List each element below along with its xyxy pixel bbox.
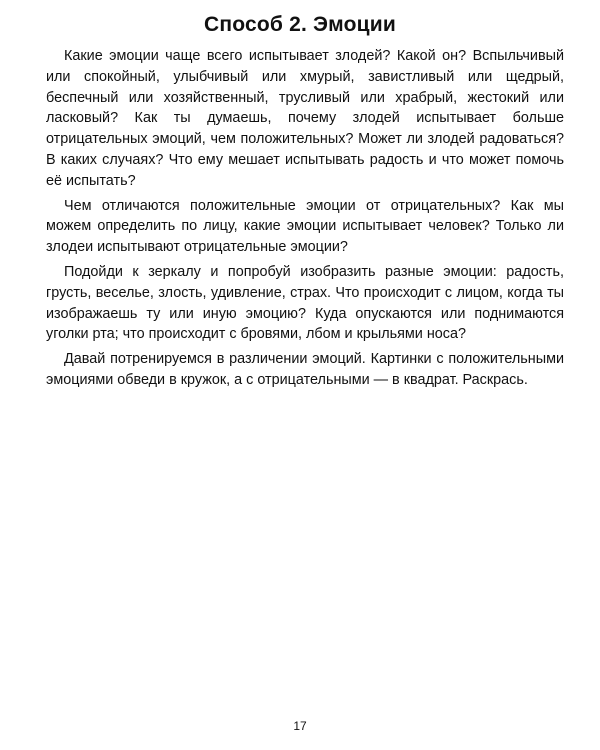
page-number: 17 [293, 719, 307, 733]
section-title: Способ 2. Эмоции [203, 13, 396, 36]
paragraph-mirror-exercise: Подойди к зеркалу и попробуй изобразить разные эмоции: радость, грусть, веселье, злость, удивление, страх. Что происходит с лицом, когда ты изображаешь ту или иную эмоцию? Куда опускаются или поднимаются уголки рта; что происходит с бровями, лбом и крыльями носа? [46, 263, 564, 343]
paragraph-task-instructions: Давай потренируемся в различении эмоций. Картинки с положительными эмоциями обведи в кружок, а с отрицательными — в квадрат. Раскрась. [46, 351, 564, 388]
paragraph-villain-emotions: Какие эмоции чаще всего испытывает злодей? Какой он? Вспыльчивый или спокойный, улыбчивый или хмурый, завистливый или щедрый, беспечный или хозяйственный, трусливый или храбрый, жестокий или ласковый? Как ты думаешь, почему злодей испытывает больше отрицательных эмоций, чем положительных? Может ли злодей радоваться? В каких случаях? Что ему мешает испытывать радость и что может помочь её испытать? [46, 48, 564, 189]
body-text [46, 46, 564, 395]
paragraph-positive-negative: Чем отличаются положительные эмоции от отрицательных? Как мы можем определить по лицу, какие эмоции испытывает человек? Только ли злодеи испытывают отрицательные эмоции? [46, 197, 564, 256]
